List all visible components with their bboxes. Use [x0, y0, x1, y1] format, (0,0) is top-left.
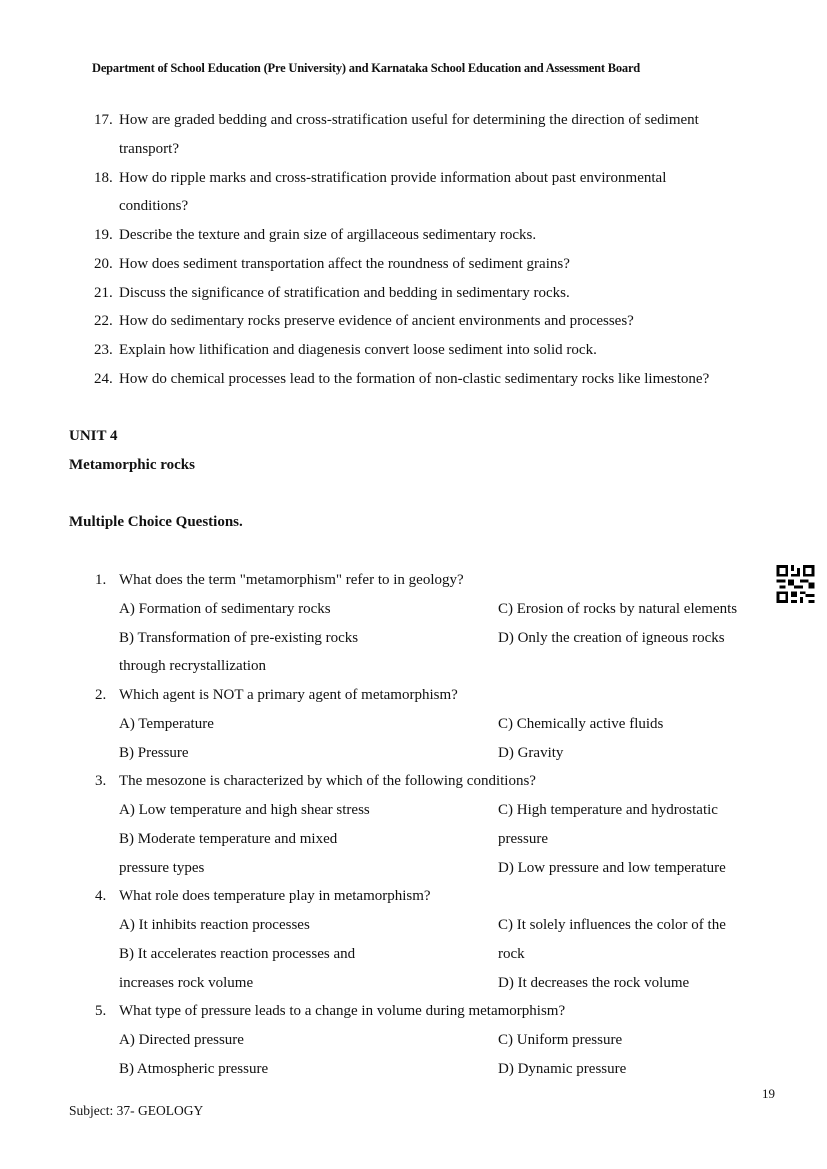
option-text: D) Only the creation of igneous rocks	[498, 629, 725, 646]
option-text: D) Low pressure and low temperature	[498, 859, 726, 876]
option-text: C) High temperature and hydrostatic	[498, 802, 718, 818]
option-text: C) Uniform pressure	[498, 1032, 623, 1048]
unit-heading: UNIT 4	[69, 428, 118, 444]
option-text: B) Pressure	[119, 744, 189, 761]
option-text: C) Erosion of rocks by natural elements	[498, 600, 738, 617]
question-text: How does sediment transportation affect the roundness of sediment grains?	[119, 255, 570, 272]
qr-code	[776, 565, 815, 603]
question-number: 17.	[94, 112, 113, 128]
page-number: 19	[762, 1086, 775, 1101]
question-text: The mesozone is characterized by which of the following conditions?	[119, 773, 536, 790]
option-text: through recrystallization	[119, 658, 267, 675]
question-text: How do ripple marks and cross-stratification provide information about past environmental	[119, 169, 667, 186]
question-text: What does the term "metamorphism" refer to in geology?	[119, 572, 464, 588]
question-text: transport?	[119, 140, 179, 157]
question-text: How do sedimentary rocks preserve evidence of ancient environments and processes?	[119, 313, 634, 330]
question-number: 21.	[94, 284, 113, 301]
footer-subject: Subject: 37- GEOLOGY	[69, 1103, 204, 1118]
question-text: How are graded bedding and cross-stratification useful for determining the direction of sediment	[119, 112, 699, 128]
question-text: What role does temperature play in metamorphism?	[119, 888, 431, 905]
option-text: pressure	[498, 830, 548, 847]
option-text: D) Gravity	[498, 744, 564, 761]
question-number: 24.	[94, 370, 113, 387]
option-text: C) It solely influences the color of the	[498, 917, 726, 933]
option-text: A) Low temperature and high shear stress	[119, 802, 370, 818]
question-text: Describe the texture and grain size of argillaceous sedimentary rocks.	[119, 227, 537, 243]
option-text: rock	[498, 945, 525, 962]
option-text: A) Formation of sedimentary rocks	[119, 600, 331, 617]
question-number: 4.	[95, 888, 107, 905]
question-text: What type of pressure leads to a change in volume during metamorphism?	[119, 1003, 566, 1020]
question-number: 1.	[95, 572, 107, 588]
question-number: 5.	[95, 1003, 107, 1020]
option-text: increases rock volume	[119, 974, 254, 991]
option-text: A) It inhibits reaction processes	[119, 917, 310, 933]
option-text: A) Temperature	[119, 715, 214, 732]
option-text: B) Atmospheric pressure	[119, 1060, 269, 1077]
option-text: D) It decreases the rock volume	[498, 974, 690, 991]
question-number: 2.	[95, 687, 107, 703]
question-number: 23.	[94, 342, 113, 358]
question-text: How do chemical processes lead to the formation of non-clastic sedimentary rocks like limestone?	[119, 370, 710, 387]
option-text: B) Transformation of pre-existing rocks	[119, 629, 359, 646]
option-text: D) Dynamic pressure	[498, 1060, 627, 1077]
option-text: pressure types	[119, 859, 205, 876]
question-text: Explain how lithification and diagenesis convert loose sediment into solid rock.	[119, 342, 597, 358]
question-text: conditions?	[119, 198, 189, 215]
question-text: Which agent is NOT a primary agent of metamorphism?	[119, 687, 458, 703]
question-number: 22.	[94, 313, 113, 330]
question-number: 18.	[94, 169, 113, 186]
question-number: 19.	[94, 227, 113, 243]
page-header: Department of School Education (Pre University) and Karnataka School Education and Assessment Board	[92, 61, 641, 75]
option-text: C) Chemically active fluids	[498, 715, 664, 732]
question-number: 20.	[94, 255, 113, 272]
question-number: 3.	[95, 773, 107, 790]
option-text: B) Moderate temperature and mixed	[119, 830, 338, 847]
option-text: B) It accelerates reaction processes and	[119, 945, 356, 962]
question-text: Discuss the significance of stratification and bedding in sedimentary rocks.	[119, 284, 570, 301]
unit-title: Metamorphic rocks	[69, 457, 195, 473]
section-heading: Multiple Choice Questions.	[69, 514, 243, 530]
option-text: A) Directed pressure	[119, 1032, 244, 1048]
